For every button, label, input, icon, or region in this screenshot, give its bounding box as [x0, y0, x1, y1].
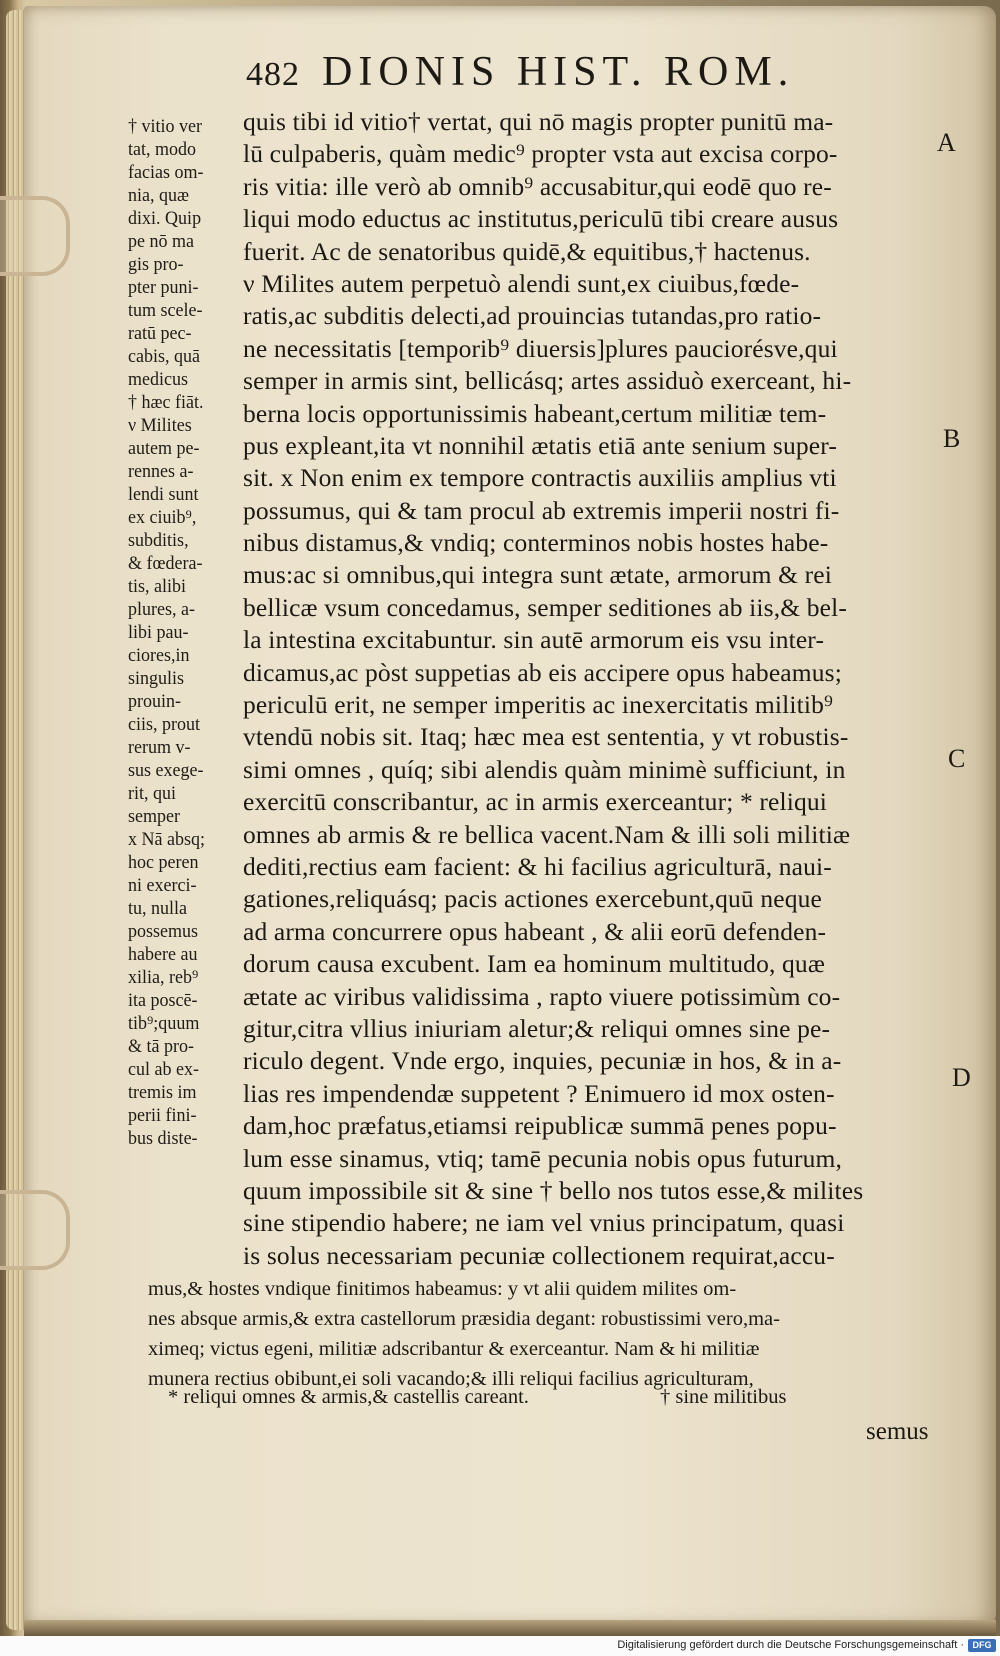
- section-mark-c: C: [948, 744, 966, 773]
- marginal-note-line: dixi. Quip: [128, 209, 202, 229]
- paper-clip-top: [0, 196, 70, 276]
- text-line: lias res impendendæ suppetent ? Enimuero id mox osten-: [243, 1078, 835, 1108]
- marginal-note-line: autem pe-: [128, 439, 200, 459]
- catchword: semus: [866, 1418, 929, 1445]
- marginal-note-line: † vitio ver: [128, 117, 203, 137]
- marginal-note-line: ita poscē-: [128, 991, 198, 1011]
- text-line: berna locis opportunissimis habeant,certum militiæ tem-: [243, 398, 827, 428]
- text-line: nibus distamus,& vndiq; conterminos nobis hostes habe-: [243, 528, 829, 558]
- marginal-note-line: & fœdera-: [128, 554, 203, 574]
- marginal-note-line: ex ciuib⁹,: [128, 508, 197, 528]
- running-title: DIONIS HIST. ROM.: [322, 49, 795, 95]
- marginal-note-line: pe nō ma: [128, 232, 195, 252]
- footnote-star: * reliqui omnes & armis,& castellis careant.: [168, 1386, 529, 1408]
- section-mark-d: D: [952, 1063, 971, 1092]
- marginal-note-line: sus exege-: [128, 761, 204, 781]
- marginal-note-line: possemus: [128, 922, 199, 942]
- text-line: omnes ab armis & re bellica vacent.Nam & illi soli militiæ: [243, 819, 851, 849]
- marginal-note-line: & tā pro-: [128, 1037, 195, 1057]
- text-line: is solus necessariam pecuniæ collectionem requirat,accu-: [243, 1240, 835, 1270]
- marginal-note-line: tis, alibi: [128, 577, 187, 597]
- text-line: simi omnes , quíq; sibi alendis quàm minimè sufficiunt, in: [243, 754, 846, 784]
- text-line: mus:ac si omnibus,qui integra sunt ætate, armorum & rei: [243, 560, 832, 590]
- text-line: dediti,rectius eam facient: & hi facilius agriculturā, naui-: [243, 851, 832, 881]
- marginal-note-line: ciores,in: [128, 646, 190, 666]
- text-line: vtendū nobis sit. Itaq; hæc mea est sententia, y vt robustis-: [243, 722, 849, 752]
- section-mark-b: B: [943, 424, 961, 453]
- text-line: fuerit. Ac de senatoribus quidē,& equitibus,† hactenus.: [243, 236, 811, 266]
- text-line: dam,hoc præfatus,etiamsi reipublicæ summā penes popu-: [243, 1111, 837, 1141]
- text-line: periculū erit, ne semper imperitis ac inexercitatis militib⁹: [243, 690, 834, 720]
- dfg-logo-icon: DFG: [968, 1639, 996, 1652]
- page-bottom-shadow: [24, 1620, 996, 1636]
- marginal-note-line: lendi sunt: [128, 485, 199, 505]
- text-line: dorum causa excubent. Iam ea hominum multitudo, quæ: [243, 949, 825, 979]
- main-text-column: [243, 106, 943, 1272]
- text-line: sit. x Non enim ex tempore contractis auxiliis amplius vti: [243, 463, 837, 493]
- credit-text: Digitalisierung gefördert durch die Deutsche Forschungsgemeinschaft ·: [617, 1639, 964, 1651]
- marginal-note-line: tremis im: [128, 1083, 197, 1103]
- text-line: liqui modo eductus ac institutus,periculū tibi creare ausus: [243, 204, 839, 234]
- marginal-note-line: ciis, prout: [128, 715, 201, 735]
- text-line: ν Milites autem perpetuò alendi sunt,ex ciuibus,fœde-: [243, 268, 800, 298]
- footnote-dagger: † sine militibus: [660, 1386, 787, 1408]
- text-line: riculo degent. Vnde ergo, inquies, pecuniæ in hos, & in a-: [243, 1046, 842, 1076]
- marginal-notes: [128, 116, 243, 1151]
- marginal-note-line: tum scele-: [128, 301, 203, 321]
- text-line: sine stipendio habere; ne iam vel vnius principatum, quasi: [243, 1208, 845, 1238]
- full-width-line: ximeq; victus egeni, militiæ adscribantur & exerceantur. Nam & hi militiæ: [148, 1338, 760, 1360]
- marginal-note-line: pter puni-: [128, 278, 199, 298]
- marginal-note-line: singulis: [128, 669, 185, 689]
- text-line: ætate ac viribus validissima , rapto viuere potissimùm co-: [243, 981, 841, 1011]
- section-mark-a: A: [937, 128, 956, 157]
- full-width-line: nes absque armis,& extra castellorum præsidia degant: robustissimi vero,ma-: [148, 1308, 780, 1330]
- full-width-line: munera rectius obibunt,ei soli vacando;& illi reliqui facilius agriculturam,: [148, 1368, 754, 1390]
- marginal-note-line: plures, a-: [128, 600, 196, 620]
- text-line: dicamus,ac pòst suppetias ab eis accipere opus habeamus;: [243, 657, 842, 687]
- marginal-note-line: libi pau-: [128, 623, 189, 643]
- text-line: quis tibi id vitio† vertat, qui nō magis propter punitū ma-: [243, 107, 834, 136]
- marginal-note-line: semper: [128, 807, 181, 827]
- marginal-note-line: hoc peren: [128, 853, 199, 873]
- text-line: ris vitia: ille verò ab omnib⁹ accusabitur,qui eodē quo re-: [243, 171, 832, 201]
- marginal-note-line: rennes a-: [128, 462, 194, 482]
- marginal-note-line: ratū pec-: [128, 324, 192, 344]
- text-line: semper in armis sint, bellicásq; artes assiduò exerceant, hi-: [243, 366, 852, 396]
- text-line: lum esse sinamus, vtiq; tamē pecunia nobis opus futurum,: [243, 1143, 843, 1173]
- marginal-note-line: medicus: [128, 370, 189, 390]
- text-line: gitur,citra vllius iniuriam aletur;& reliqui omnes sine pe-: [243, 1013, 831, 1043]
- marginal-note-line: gis pro-: [128, 255, 184, 275]
- marginal-note-line: xilia, reb⁹: [128, 968, 199, 988]
- text-line: possumus, qui & tam procul ab extremis imperii nostri fi-: [243, 495, 840, 525]
- marginal-note-line: ν Milites: [128, 416, 192, 436]
- page-number: 482: [246, 56, 300, 93]
- marginal-note-line: nia, quæ: [128, 186, 190, 206]
- text-line: ne necessitatis [temporib⁹ diuersis]plures pauciorésve,qui: [243, 333, 838, 363]
- text-line: la intestina excitabuntur. sin autē armorum eis vsu inter-: [243, 625, 825, 655]
- marginal-note-line: † hæc fiāt.: [128, 393, 204, 413]
- marginal-note-line: facias om-: [128, 163, 204, 183]
- text-line: gationes,reliquásq; pacis actiones exercebunt,quū neque: [243, 884, 822, 914]
- marginal-note-line: prouin-: [128, 692, 182, 712]
- marginal-note-line: perii fini-: [128, 1106, 197, 1126]
- marginal-note-line: ni exerci-: [128, 876, 197, 896]
- marginal-note-line: habere au: [128, 945, 198, 965]
- marginal-note-line: x Nā absq;: [128, 830, 206, 850]
- text-line: lū culpaberis, quàm medic⁹ propter vsta aut excisa corpo-: [243, 139, 838, 169]
- text-line: ad arma concurrere opus habeant , & alii eorū defenden-: [243, 916, 827, 946]
- marginal-note-line: rerum v-: [128, 738, 191, 758]
- running-head: [246, 48, 856, 95]
- text-line: bellicæ vsum concedamus, semper seditiones ab iis,& bel-: [243, 592, 847, 622]
- marginal-note-line: bus diste-: [128, 1129, 198, 1149]
- marginal-note-line: tib⁹;quum: [128, 1014, 200, 1034]
- full-width-line: mus,& hostes vndique finitimos habeamus: y vt alii quidem milites om-: [148, 1278, 737, 1300]
- marginal-note-line: cabis, quā: [128, 347, 201, 367]
- paper-clip-bottom: [0, 1190, 70, 1270]
- text-line: quum impossibile sit & sine † bello nos tutos esse,& milites: [243, 1175, 864, 1205]
- marginal-note-line: subditis,: [128, 531, 189, 551]
- marginal-note-line: tu, nulla: [128, 899, 188, 919]
- marginal-note-line: tat, modo: [128, 140, 197, 160]
- full-width-text: [148, 1274, 948, 1394]
- text-line: pus expleant,ita vt nonnihil ætatis etiā ante senium super-: [243, 430, 838, 460]
- marginal-note-line: cul ab ex-: [128, 1060, 200, 1080]
- text-line: exercitū conscribantur, ac in armis exerceantur; * reliqui: [243, 787, 828, 817]
- marginal-note-line: rit, qui: [128, 784, 177, 804]
- text-line: ratis,ac subditis delecti,ad prouincias tutandas,pro ratio-: [243, 301, 822, 331]
